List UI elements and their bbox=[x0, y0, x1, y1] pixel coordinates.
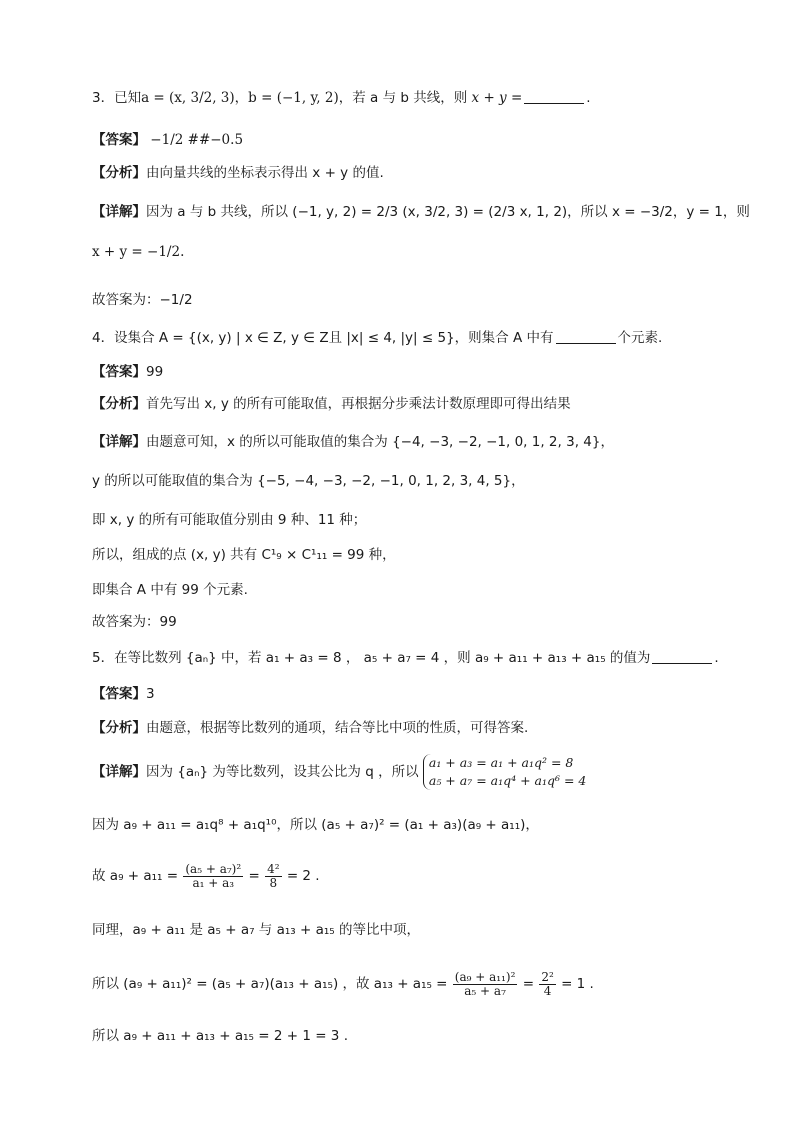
q4-answer-value: 99 bbox=[146, 364, 164, 380]
q4-detail-text1: 由题意可知，x 的所以可能取值的集合为 {−4, −3, −2, −1, 0, 1, 2, 3, 4}， bbox=[146, 434, 614, 450]
q3-target: x + y = bbox=[471, 90, 523, 106]
q4-detail-line4 bbox=[92, 545, 396, 565]
q4-detail-text5: 即集合 A 中有 99 个元素. bbox=[92, 582, 248, 598]
q4-analysis-text: 首先写出 x, y 的所有可能取值，再根据分步乘法计数原理即可得出结果 bbox=[146, 396, 571, 412]
q5-detail-line5 bbox=[92, 966, 594, 1002]
q5-equation-system bbox=[423, 754, 587, 790]
q3-answer-blank bbox=[524, 89, 584, 104]
q4-final bbox=[92, 612, 177, 632]
q3-answer bbox=[92, 130, 243, 150]
q4-answer bbox=[92, 362, 163, 382]
q5-stem-text: 5．在等比数列 {aₙ} 中，若 a₁ + a₃ = 8 ， a₅ + a₇ = 4 ，则 a₉ + a₁₁ + a₁₃ + a₁₅ 的值为 bbox=[92, 650, 651, 666]
q5-fraction-4 bbox=[539, 971, 555, 998]
q5-detail-text5-lead: 所以 (a₉ + a₁₁)² = (a₅ + a₇)(a₁₃ + a₁₅) ，故 a₁₃ + a₁₅ = bbox=[92, 976, 448, 992]
q5-fraction-1-denominator: a₁ + a₃ bbox=[192, 875, 235, 890]
q5-detail-line6 bbox=[92, 1026, 348, 1046]
q5-fraction-3-numerator: (a₉ + a₁₁)² bbox=[454, 969, 516, 984]
q3-stem bbox=[92, 88, 591, 108]
q5-analysis-text: 由题意，根据等比数列的通项，结合等比中项的性质，可得答案. bbox=[146, 720, 529, 736]
q3-stem-end: . bbox=[586, 90, 591, 106]
q5-fraction-2-numerator: 4² bbox=[267, 861, 280, 876]
q5-stem-end: . bbox=[714, 650, 719, 666]
q5-detail-text4: 同理，a₉ + a₁₁ 是 a₅ + a₇ 与 a₁₃ + a₁₅ 的等比中项， bbox=[92, 922, 420, 938]
q3-analysis-text: 由向量共线的坐标表示得出 x + y 的值. bbox=[146, 165, 384, 181]
q3-stem-prefix: 3．已知 bbox=[92, 90, 142, 106]
q5-fraction-3-denominator: a₅ + a₇ bbox=[464, 983, 506, 998]
q5-answer-tag: 【答案】 bbox=[92, 686, 146, 702]
q5-detail-text6: 所以 a₉ + a₁₁ + a₁₃ + a₁₅ = 2 + 1 = 3 . bbox=[92, 1028, 348, 1044]
q5-equals-2: = bbox=[522, 976, 535, 992]
q4-detail-line3 bbox=[92, 510, 366, 530]
q4-answer-tag: 【答案】 bbox=[92, 364, 146, 380]
q5-detail-line2 bbox=[92, 815, 539, 835]
q5-fraction-1-numerator: (a₅ + a₇)² bbox=[185, 861, 242, 876]
q5-detail-tag: 【详解】 bbox=[92, 764, 146, 780]
q5-detail-text2: 因为 a₉ + a₁₁ = a₁q⁸ + a₁q¹⁰，所以 (a₅ + a₇)² = (a₁ + a₃)(a₉ + a₁₁)， bbox=[92, 817, 539, 833]
q5-fraction-2 bbox=[265, 863, 281, 890]
q5-detail-text1: 因为 {aₙ} 为等比数列，设其公比为 q ，所以 bbox=[146, 764, 419, 780]
q4-detail-line1 bbox=[92, 432, 614, 452]
q5-fraction-2-denominator: 8 bbox=[269, 875, 278, 890]
q5-stem bbox=[92, 648, 719, 668]
q4-stem-end: 个元素. bbox=[617, 330, 663, 346]
q5-system-eq1: a₁ + a₃ = a₁ + a₁q² = 8 bbox=[428, 755, 574, 770]
q3-analysis-tag: 【分析】 bbox=[92, 165, 146, 181]
q4-analysis-tag: 【分析】 bbox=[92, 396, 146, 412]
q4-detail-text2: y 的所以可能取值的集合为 {−5, −4, −3, −2, −1, 0, 1, 2, 3, 4, 5}， bbox=[92, 473, 525, 489]
q4-answer-blank bbox=[556, 329, 616, 344]
q3-vector-a: a = (x, 3/2, 3) bbox=[141, 90, 235, 106]
q3-sep: ， bbox=[234, 90, 249, 106]
q4-detail-text3: 即 x, y 的所有可能取值分别由 9 种、11 种； bbox=[92, 512, 367, 528]
q5-detail-text3-lead: 故 a₉ + a₁₁ = bbox=[92, 868, 179, 884]
q5-detail-line4 bbox=[92, 920, 420, 940]
q5-answer-blank bbox=[652, 649, 712, 664]
q5-detail-line3 bbox=[92, 858, 320, 894]
q5-detail-text3-tail: = 2 . bbox=[286, 868, 320, 884]
q4-analysis bbox=[92, 394, 571, 414]
q5-fraction-4-denominator: 4 bbox=[543, 983, 552, 998]
q3-detail-tag: 【详解】 bbox=[92, 204, 146, 220]
q3-vector-b: b = (−1, y, 2) bbox=[248, 90, 339, 106]
q3-answer-value: −1/2 ##−0.5 bbox=[150, 132, 244, 148]
q3-final-text: 故答案为：−1/2 bbox=[92, 292, 193, 308]
q5-equals-1: = bbox=[248, 868, 260, 884]
q5-fraction-4-numerator: 2² bbox=[541, 969, 554, 984]
q5-fraction-3 bbox=[453, 971, 518, 998]
q5-answer-value: 3 bbox=[146, 686, 155, 702]
q5-analysis bbox=[92, 718, 528, 738]
q5-answer bbox=[92, 684, 155, 704]
q4-stem bbox=[92, 328, 662, 348]
q4-detail-line2 bbox=[92, 471, 525, 491]
q4-stem-text: 4．设集合 A = {(x, y) | x ∈ Z, y ∈ Z且 |x| ≤ 4, |y| ≤ 5}，则集合 A 中有 bbox=[92, 330, 554, 346]
q3-detail-text2: x + y = −1/2. bbox=[92, 244, 185, 260]
q3-detail-text1: 因为 a 与 b 共线，所以 (−1, y, 2) = 2/3 (x, 3/2, 3) = (2/3 x, 1, 2)，所以 x = −3/2，y = 1，则 bbox=[146, 204, 750, 220]
q4-detail-line5 bbox=[92, 580, 248, 600]
q5-detail-text5-tail: = 1 . bbox=[561, 976, 594, 992]
q4-detail-tag: 【详解】 bbox=[92, 434, 146, 450]
q3-final bbox=[92, 290, 193, 310]
q3-analysis bbox=[92, 163, 384, 183]
q5-detail-line1 bbox=[92, 752, 586, 792]
q4-final-text: 故答案为：99 bbox=[92, 614, 177, 630]
q4-detail-text4: 所以，组成的点 (x, y) 共有 C¹₉ × C¹₁₁ = 99 种， bbox=[92, 547, 396, 563]
q3-detail-line1 bbox=[92, 202, 750, 222]
q3-detail-line2 bbox=[92, 242, 184, 262]
q5-fraction-1 bbox=[183, 863, 243, 890]
q5-system-eq2: a₅ + a₇ = a₁q⁴ + a₁q⁶ = 4 bbox=[428, 773, 587, 788]
q3-answer-tag: 【答案】 bbox=[92, 132, 146, 148]
q3-stem-mid: ，若 a 与 b 共线，则 bbox=[338, 90, 468, 106]
q5-analysis-tag: 【分析】 bbox=[92, 720, 146, 736]
